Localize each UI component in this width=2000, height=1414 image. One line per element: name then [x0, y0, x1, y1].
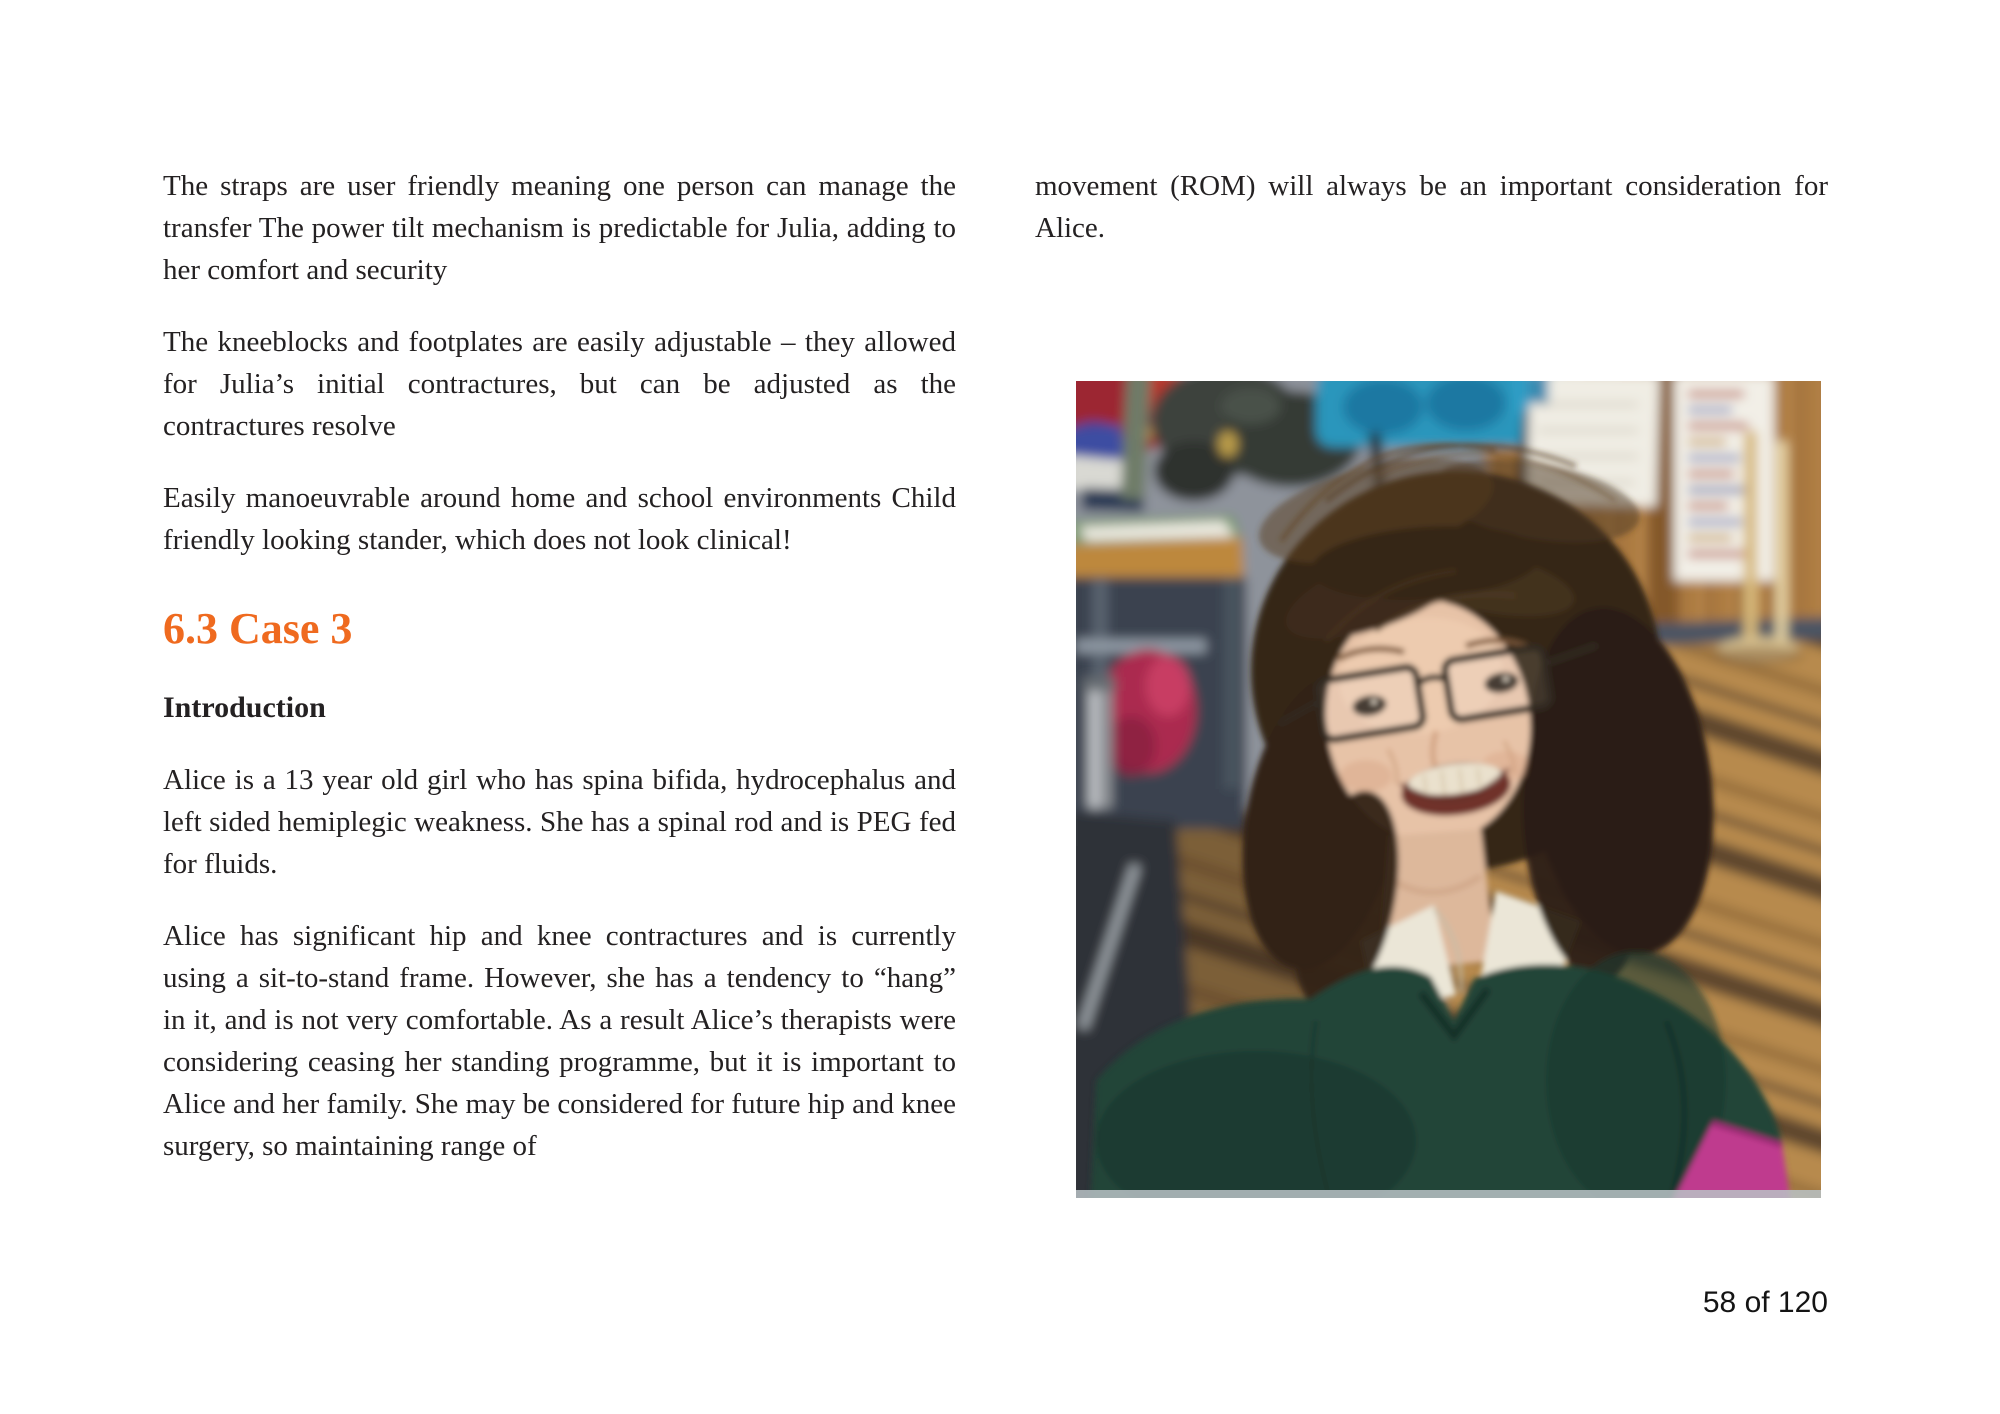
- two-column-layout: [163, 165, 1828, 1198]
- paragraph: Alice is a 13 year old girl who has spina bifida, hydrocephalus and left sided hemiplegic weakness. She has a spinal rod and is PEG fed for fluids.: [163, 764, 956, 880]
- paragraph: movement (ROM) will always be an important consideration for Alice.: [1035, 170, 1828, 244]
- body-column-left: [163, 165, 956, 1198]
- paragraph: The straps are user friendly meaning one person can manage the transfer The power tilt mechanism is predictable for Julia, adding to her comfort and security: [163, 170, 956, 286]
- paragraph: Easily manoeuvrable around home and school environments Child friendly looking stander, which does not look clinical!: [163, 482, 956, 556]
- section-heading: 6.3 Case 3: [163, 604, 353, 653]
- paragraph: The kneeblocks and footplates are easily adjustable – they allowed for Julia’s initial contractures, but can be adjusted as the contractures resolve: [163, 326, 956, 442]
- case-photo-illustration: [1076, 381, 1821, 1198]
- sub-heading: Introduction: [163, 691, 326, 724]
- case-photo: [1076, 381, 1821, 1198]
- page-number: 58 of 120: [1702, 1286, 1828, 1319]
- body-column-right: [1035, 165, 1828, 1198]
- paragraph: Alice has significant hip and knee contractures and is currently using a sit-to-stand frame. However, she has a tendency to “hang” in it, and is not very comfortable. As a result Alice’s therapists were considering ceasing her standing programme, but it is important to Alice and her family. She may be considered for future hip and knee surgery, so maintaining range of: [163, 920, 956, 1162]
